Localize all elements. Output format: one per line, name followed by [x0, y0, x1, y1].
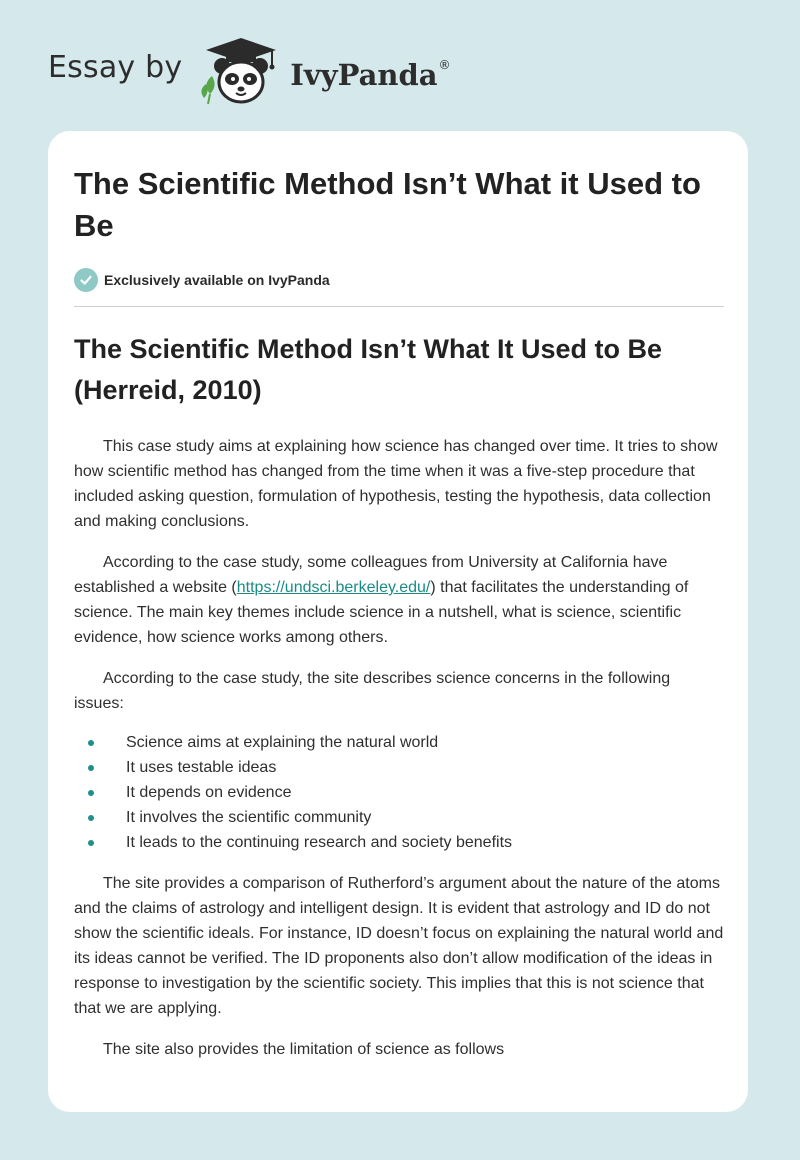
- bullet-dot-icon: [88, 790, 94, 796]
- list-item-text: Science aims at explaining the natural world: [126, 734, 439, 751]
- bullet-dot-icon: [88, 815, 94, 821]
- site-logo[interactable]: [48, 36, 451, 106]
- bullet-dot-icon: [88, 740, 94, 746]
- paragraph-3: According to the case study, the site describes science concerns in the following issues:: [74, 670, 671, 712]
- list-item: [74, 755, 724, 780]
- list-item-text: It leads to the continuing research and society benefits: [126, 834, 513, 851]
- paragraph-2: [74, 550, 724, 650]
- brand-name: IvyPanda: [290, 58, 438, 92]
- divider: [74, 306, 724, 307]
- essay-title: The Scientific Method Isn’t What it Used to Be: [74, 166, 701, 243]
- badge-label: Exclusively available on IvyPanda: [104, 272, 330, 288]
- bullet-dot-icon: [88, 765, 94, 771]
- science-features-list: [74, 730, 724, 855]
- berkeley-link[interactable]: https://undsci.berkeley.edu/: [236, 579, 431, 596]
- list-item: [74, 730, 724, 755]
- check-icon: [74, 268, 98, 292]
- paragraph-4: The site provides a comparison of Rutherford’s argument about the nature of the atoms and the claims of astrology and intelligent design. It is evident that astrology and ID do not show the scientific ideals. For instance, ID doesn’t focus on explaining the natural world and its ideas cannot be verified. The ID proponents also don’t allow modification of the ideas in response to investigation by the scientific society. This implies that this is not science that that we are applying.: [74, 875, 724, 1017]
- bullet-dot-icon: [88, 840, 94, 846]
- list-item-text: It involves the scientific community: [126, 809, 372, 826]
- list-item: [74, 830, 724, 855]
- list-item-text: It depends on evidence: [126, 784, 292, 801]
- brand-prefix: Essay by: [48, 49, 183, 85]
- list-item: [74, 805, 724, 830]
- paragraph-1: This case study aims at explaining how science has changed over time. It tries to show how scientific method has changed from the time when it was a five-step procedure that included asking question, formulation of hypothesis, testing the hypothesis, data collection and making conclusions.: [74, 438, 718, 530]
- paragraph-2-after-link: ) that facilitates the understanding of science. The main key themes include science in a nutshell, what is science, scientific evidence, how science works among others.: [74, 579, 689, 646]
- panda-graduate-icon: [196, 36, 286, 106]
- list-item-text: It uses testable ideas: [126, 759, 277, 776]
- exclusive-badge: [74, 267, 724, 293]
- paragraph-2-before-link: According to the case study, some colleagues from University at California have established a website (: [74, 554, 668, 596]
- registered-mark: ®: [438, 58, 451, 72]
- list-item: [74, 780, 724, 805]
- paragraph-5: The site also provides the limitation of science as follows: [103, 1041, 505, 1058]
- essay-content: [74, 163, 724, 1062]
- essay-card: [48, 131, 748, 1112]
- section-heading: The Scientific Method Isn’t What It Used to Be (Herreid, 2010): [74, 334, 663, 405]
